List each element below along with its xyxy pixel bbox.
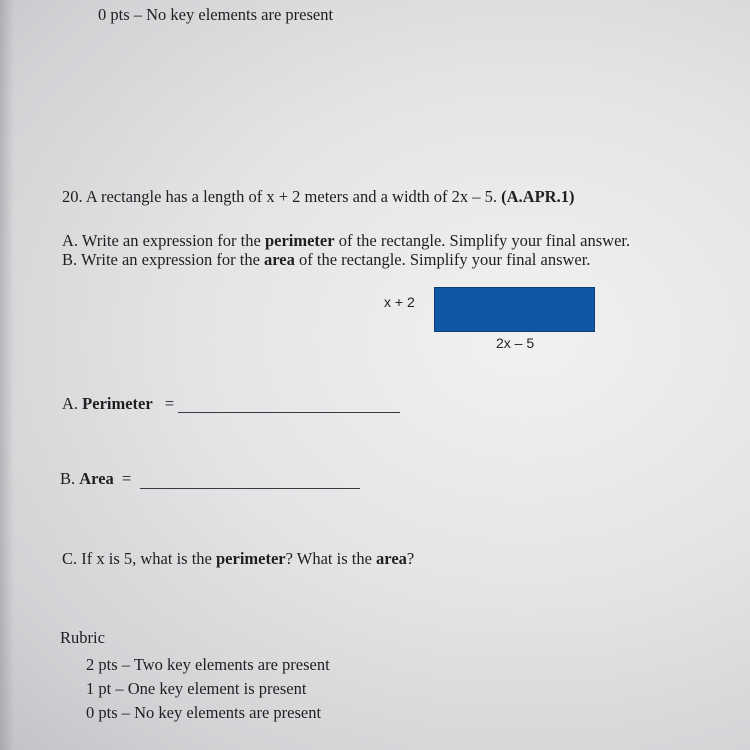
perimeter-equals: = — [164, 394, 175, 413]
top-rubric-dash: – — [133, 5, 143, 24]
rubric-item — [86, 655, 330, 675]
area-answer-blank[interactable] — [140, 488, 360, 489]
part-b-instruction — [62, 250, 590, 270]
area-equals: = — [121, 469, 132, 488]
rubric-title: Rubric — [60, 628, 105, 647]
rubric-dash: – — [121, 655, 131, 674]
width-label: 2x – 5 — [496, 335, 535, 351]
part-a-prefix: A. Write an expression for the — [62, 231, 261, 250]
rubric-dash: – — [115, 679, 124, 698]
rubric-item — [86, 703, 321, 723]
perimeter-answer-label — [62, 394, 174, 414]
part-a-bold: perimeter — [264, 231, 335, 250]
rubric-points: 1 pt — [86, 679, 112, 698]
part-b-bold: area — [264, 250, 295, 269]
rubric-points: 0 pts — [86, 703, 118, 722]
question-stem — [62, 187, 574, 207]
rubric-text: One key element is present — [127, 679, 307, 698]
part-b-prefix: B. Write an expression for the — [62, 250, 260, 269]
question-standard: (A.APR.1) — [501, 187, 575, 206]
question-stem-text: A rectangle has a length of x + 2 meters and a width of 2x – 5. — [85, 187, 497, 206]
part-c-question — [62, 549, 414, 569]
length-label: x + 2 — [384, 294, 415, 310]
area-prefix: B. — [60, 469, 76, 488]
perimeter-answer-blank[interactable] — [178, 412, 400, 413]
top-rubric-text: No key elements are present — [146, 5, 334, 24]
top-rubric-line — [98, 5, 333, 25]
rectangle-diagram — [434, 287, 595, 332]
rubric-text: No key elements are present — [134, 703, 322, 722]
part-c-text-1: C. If x is 5, what is the — [62, 549, 212, 568]
area-answer-label — [60, 469, 131, 489]
top-rubric-points: 0 pts — [98, 5, 130, 24]
part-c-text-2: ? What is the — [285, 549, 372, 568]
rubric-text: Two key elements are present — [133, 655, 330, 674]
part-a-instruction — [62, 231, 630, 251]
part-c-bold-2: area — [376, 549, 407, 568]
part-c-text-3: ? — [406, 549, 415, 568]
part-b-suffix: of the rectangle. Simplify your final answer. — [299, 250, 591, 269]
page-edge-shadow — [0, 0, 14, 750]
rubric-points: 2 pts — [86, 655, 118, 674]
part-c-bold-1: perimeter — [216, 549, 286, 568]
question-number: 20. — [62, 187, 83, 206]
perimeter-bold: Perimeter — [82, 394, 153, 413]
part-a-suffix: of the rectangle. Simplify your final answer. — [338, 231, 631, 250]
rubric-dash: – — [121, 703, 131, 722]
rubric-item — [86, 679, 306, 699]
perimeter-prefix: A. — [62, 394, 79, 413]
area-bold: Area — [79, 469, 114, 488]
